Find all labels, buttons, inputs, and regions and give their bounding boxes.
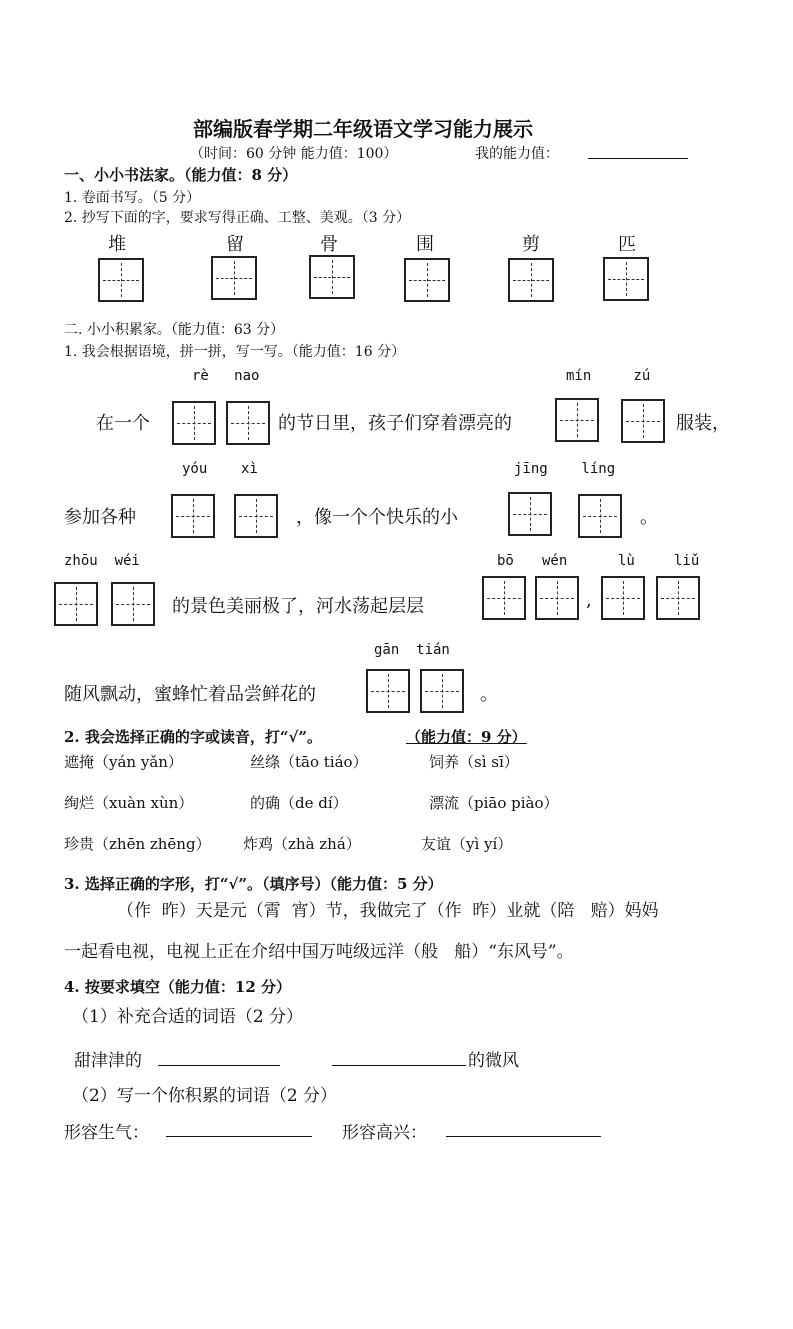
copy-char-5: 剪 bbox=[522, 234, 540, 255]
sentence-text-10: 。 bbox=[480, 684, 498, 705]
q3-prompt: 3. 选择正确的字形，打“√”。（填序号）（能力值：5 分） bbox=[64, 875, 443, 893]
q4-fill-d-label: 形容高兴： bbox=[342, 1123, 427, 1143]
answer-box-min[interactable] bbox=[555, 398, 599, 442]
q3-line2[interactable]: 一起看电视，电视上正在介绍中国万吨级远洋（般 船）“东风号”。 bbox=[64, 942, 574, 962]
sentence-text-7: 的景色美丽极了，河水荡起层层 bbox=[172, 596, 424, 617]
answer-box-zhou[interactable] bbox=[54, 582, 98, 626]
pinyin-jing-ling: jīng líng bbox=[514, 461, 616, 477]
pinyin-wen: wén bbox=[542, 553, 568, 569]
answer-box-jing[interactable] bbox=[508, 492, 552, 536]
copy-box-2[interactable] bbox=[211, 256, 257, 300]
answer-box-wei[interactable] bbox=[111, 582, 155, 626]
q4-fill-c-blank[interactable] bbox=[166, 1136, 312, 1137]
answer-box-ling[interactable] bbox=[578, 494, 622, 538]
q2-item-8[interactable]: 炸鸡（zhà zhá） bbox=[243, 835, 361, 853]
subtitle: （时间：60 分钟 能力值：100） bbox=[190, 146, 398, 162]
q4-prompt: 4. 按要求填空（能力值：12 分） bbox=[64, 978, 291, 996]
answer-box-tian[interactable] bbox=[420, 669, 464, 713]
q4-sub1: （1）补充合适的词语（2 分） bbox=[72, 1007, 304, 1027]
pinyin-re-nao: rè nao bbox=[192, 368, 260, 384]
q2-item-2[interactable]: 丝绦（tāo tiáo） bbox=[250, 753, 368, 771]
copy-char-3: 骨 bbox=[320, 234, 338, 255]
sentence-text-4: 参加各种 bbox=[64, 507, 136, 528]
section1-heading: 一、小小书法家。（能力值：8 分） bbox=[64, 166, 298, 184]
copy-char-2: 留 bbox=[226, 234, 244, 255]
q2-item-6[interactable]: 漂流（piāo piào） bbox=[429, 794, 559, 812]
copy-char-6: 匹 bbox=[618, 234, 636, 255]
q2-item-1[interactable]: 遮掩（yán yǎn） bbox=[64, 753, 183, 771]
copy-box-3[interactable] bbox=[309, 255, 355, 299]
q2-prompt: 2. 我会选择正确的字或读音，打“√”。 bbox=[64, 728, 322, 746]
q1-prompt: 1. 我会根据语境，拼一拼，写一写。（能力值：16 分） bbox=[64, 344, 406, 360]
section1-item1: 1. 卷面书写。（5 分） bbox=[64, 190, 201, 206]
q2-item-9[interactable]: 友谊（yì yí） bbox=[421, 835, 513, 853]
my-score-label: 我的能力值： bbox=[475, 146, 559, 162]
sentence-text-5: ，像一个个快乐的小 bbox=[296, 507, 458, 528]
answer-box-nao[interactable] bbox=[226, 401, 270, 445]
pinyin-zhou-wei: zhōu wéi bbox=[64, 553, 140, 569]
q2-item-3[interactable]: 饲养（sì sī） bbox=[429, 753, 519, 771]
copy-char-1: 堆 bbox=[108, 234, 126, 255]
copy-box-5[interactable] bbox=[508, 258, 554, 302]
pinyin-you-xi: yóu xì bbox=[182, 461, 258, 477]
sentence-text-8: , bbox=[586, 590, 592, 611]
pinyin-liu: liǔ bbox=[674, 553, 700, 569]
answer-box-wen[interactable] bbox=[535, 576, 579, 620]
sentence-text-9: 随风飘动，蜜蜂忙着品尝鲜花的 bbox=[64, 684, 316, 705]
answer-box-re[interactable] bbox=[172, 401, 216, 445]
answer-box-bo[interactable] bbox=[482, 576, 526, 620]
pinyin-bo: bō bbox=[497, 553, 514, 569]
q4-fill-a-label: 甜津津的 bbox=[74, 1051, 142, 1071]
q4-fill-b-blank[interactable] bbox=[332, 1065, 466, 1066]
q4-fill-d-blank[interactable] bbox=[446, 1136, 601, 1137]
q2-item-5[interactable]: 的确（de dí） bbox=[250, 794, 348, 812]
sentence-text-2: 的节日里，孩子们穿着漂亮的 bbox=[278, 413, 512, 434]
q4-sub2: （2）写一个你积累的词语（2 分） bbox=[72, 1086, 338, 1106]
q2-score: （能力值：9 分） bbox=[406, 728, 527, 746]
pinyin-min-zu: mín zú bbox=[566, 368, 651, 384]
copy-box-6[interactable] bbox=[603, 257, 649, 301]
q3-line1[interactable]: （作 昨）天是元（霄 宵）节，我做完了（作 昨）业就（陪 赔）妈妈 bbox=[117, 901, 659, 921]
copy-char-4: 围 bbox=[416, 234, 434, 255]
sentence-text-6: 。 bbox=[640, 507, 658, 528]
q2-item-7[interactable]: 珍贵（zhēn zhēng） bbox=[64, 835, 211, 853]
answer-box-liu[interactable] bbox=[656, 576, 700, 620]
page-title: 部编版春学期二年级语文学习能力展示 bbox=[193, 117, 533, 141]
answer-box-you[interactable] bbox=[171, 494, 215, 538]
q4-fill-c-label: 形容生气： bbox=[64, 1123, 149, 1143]
pinyin-gan-tian: gān tián bbox=[374, 642, 450, 658]
section2-heading: 二. 小小积累家。（能力值：63 分） bbox=[64, 322, 285, 338]
answer-box-zu[interactable] bbox=[621, 399, 665, 443]
sentence-text-3: 服装， bbox=[676, 413, 730, 434]
my-score-blank[interactable] bbox=[588, 158, 688, 159]
copy-box-1[interactable] bbox=[98, 258, 144, 302]
sentence-text-1: 在一个 bbox=[96, 413, 150, 434]
q4-fill-a-blank[interactable] bbox=[158, 1065, 280, 1066]
answer-box-gan[interactable] bbox=[366, 669, 410, 713]
q4-fill-b-label: 的微风 bbox=[468, 1051, 519, 1071]
answer-box-lu[interactable] bbox=[601, 576, 645, 620]
answer-box-xi[interactable] bbox=[234, 494, 278, 538]
pinyin-lu: lù bbox=[618, 553, 635, 569]
copy-box-4[interactable] bbox=[404, 258, 450, 302]
section1-item2: 2. 抄写下面的字，要求写得正确、工整、美观。（3 分） bbox=[64, 210, 411, 226]
q2-item-4[interactable]: 绚烂（xuàn xùn） bbox=[64, 794, 194, 812]
